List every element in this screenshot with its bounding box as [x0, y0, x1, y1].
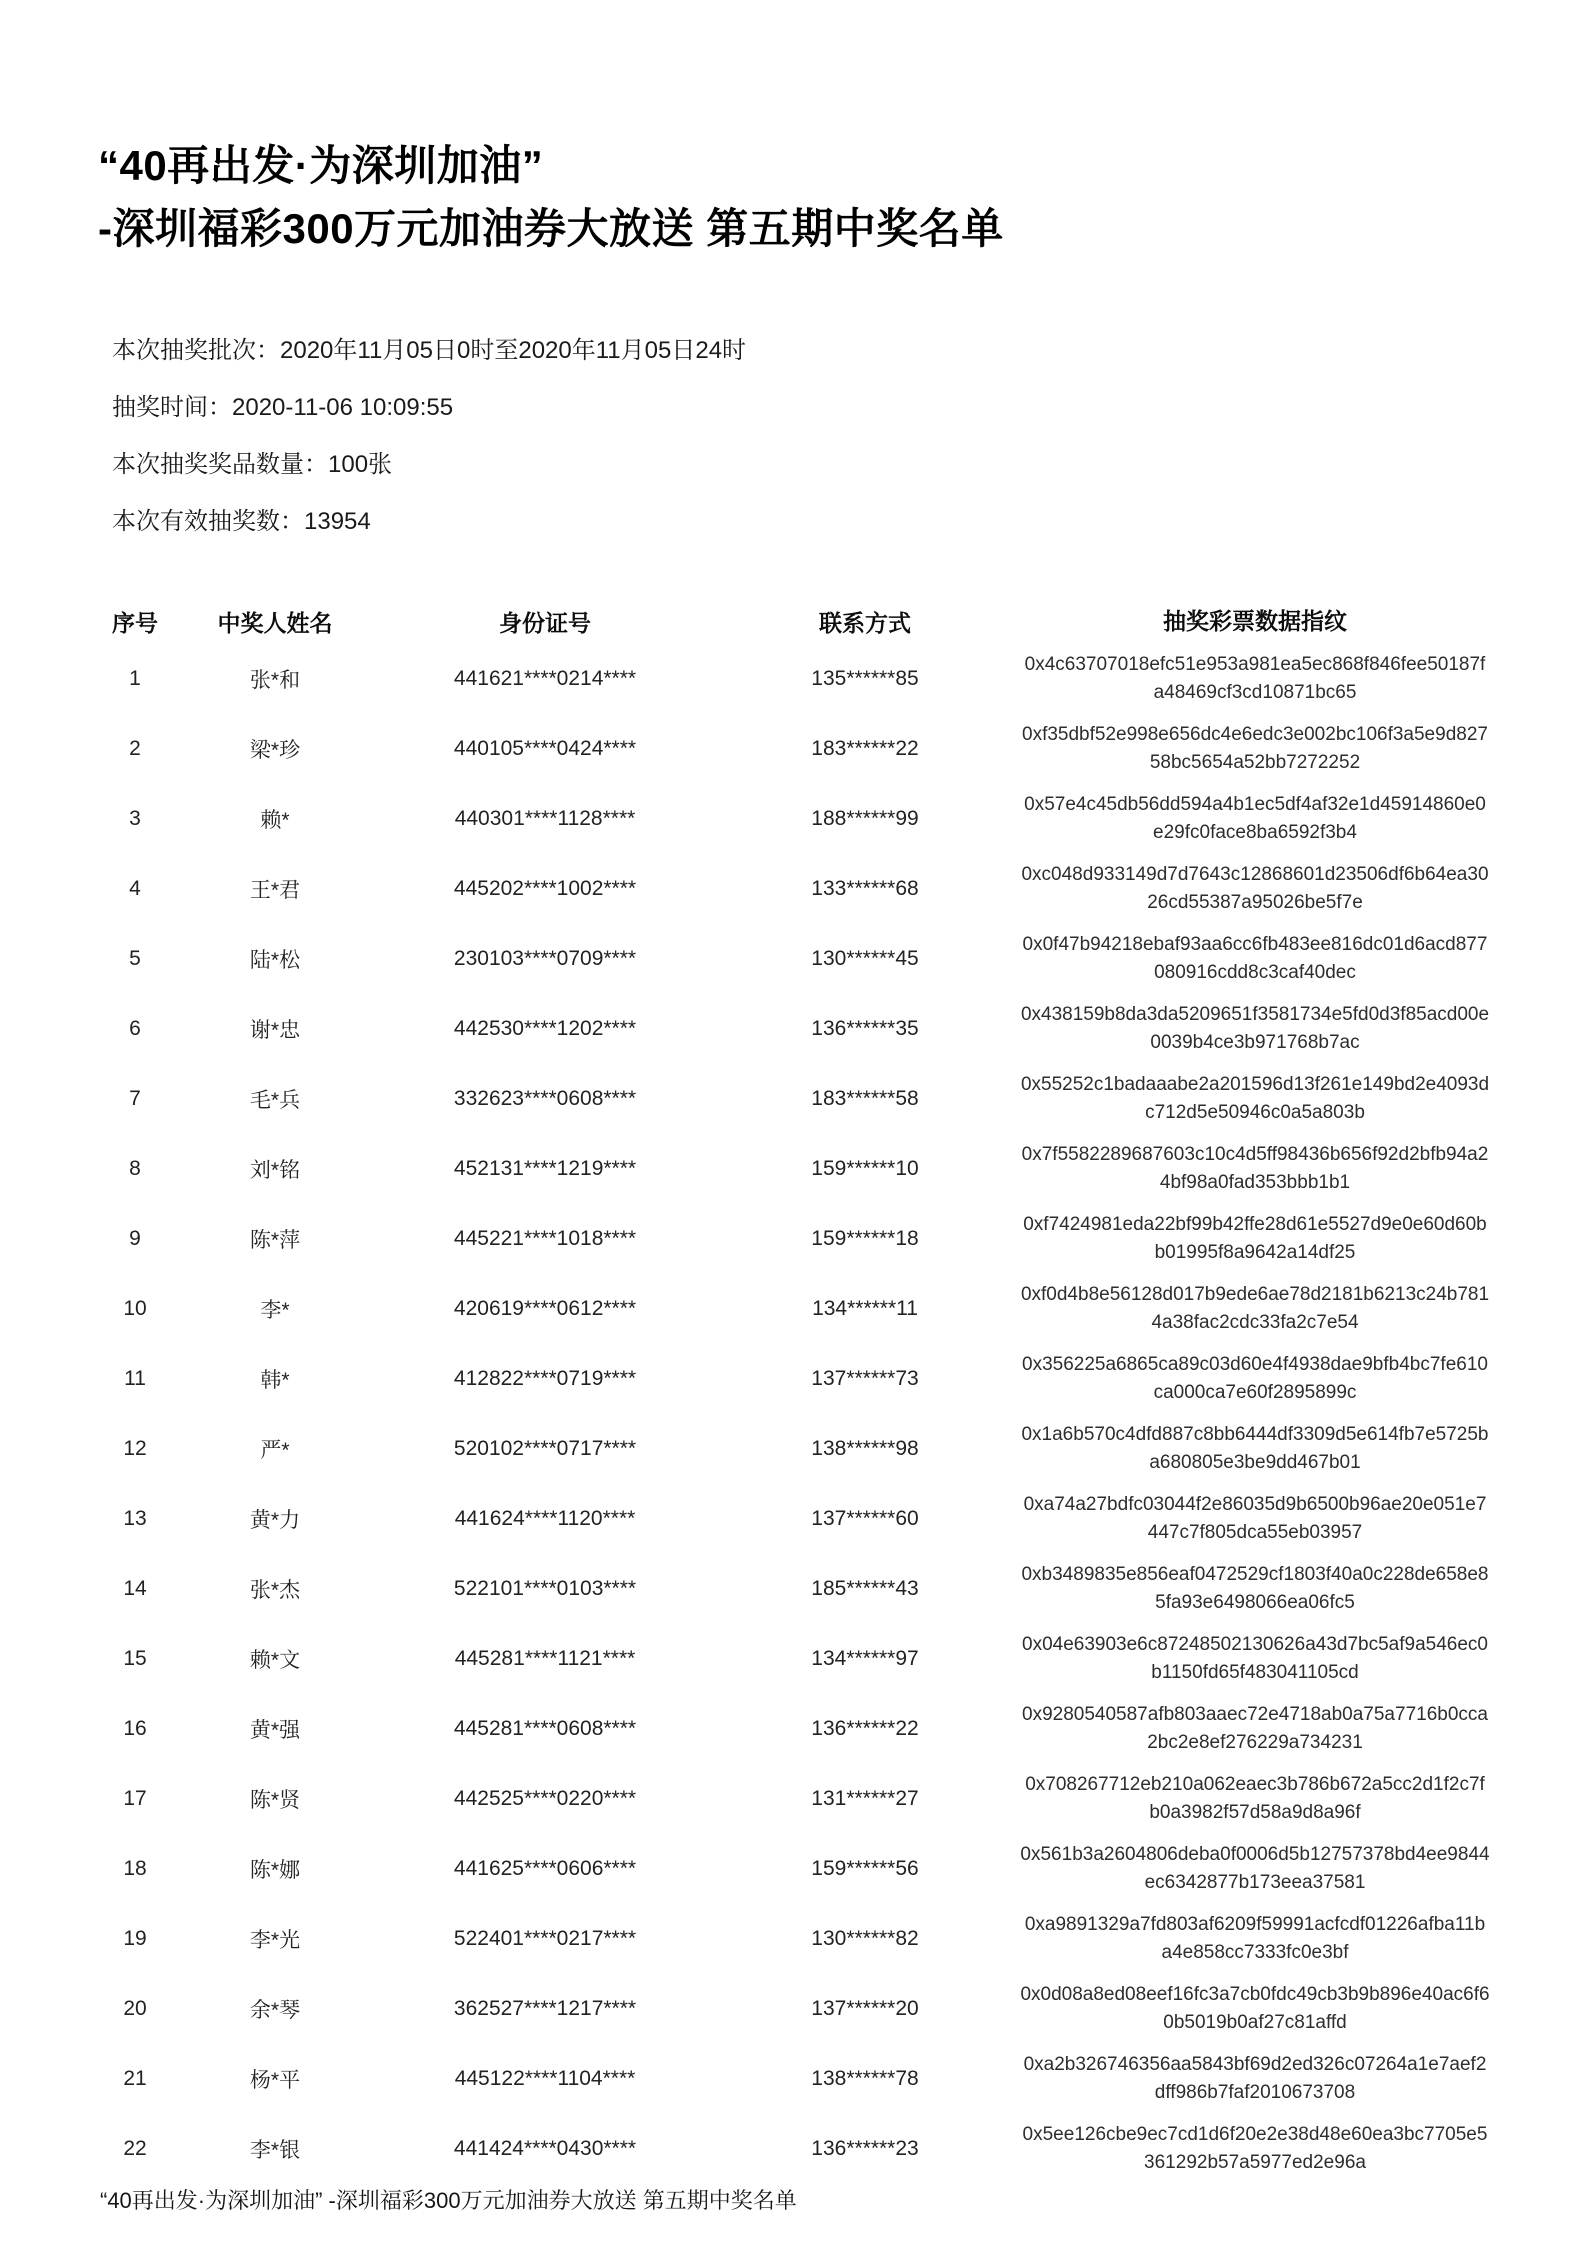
winners-table	[100, 598, 1586, 2184]
table-row	[100, 1834, 1586, 1904]
cell-row-index: 1	[129, 667, 141, 690]
cell-id-number: 445202****1002****	[453, 877, 637, 900]
cell-row-index: 11	[124, 1367, 146, 1390]
cell-phone: 137******20	[811, 1997, 919, 2020]
cell-winner-name: 黄*力	[249, 1509, 301, 1532]
cell-ticket-fingerprint: 0x9280540587afb803aaec72e4718ab0a75a7716b0cca2bc2e8ef276229a734231	[1022, 1704, 1488, 1753]
cell-winner-name: 张*和	[249, 669, 301, 692]
cell-row-index: 21	[123, 2067, 147, 2090]
cell-row-index: 5	[129, 947, 141, 970]
cell-phone: 138******98	[811, 1437, 919, 1460]
cell-id-number: 332623****0608****	[453, 1087, 637, 1110]
cell-phone: 136******22	[811, 1717, 919, 1740]
cell-ticket-fingerprint: 0x0f47b94218ebaf93aa6cc6fb483ee816dc01d6acd877080916cdd8c3caf40dec	[1022, 934, 1488, 983]
cell-winner-name: 陈*娜	[249, 1859, 301, 1882]
cell-id-number: 520102****0717****	[453, 1437, 637, 1460]
table-row	[100, 1274, 1586, 1344]
cell-id-number: 412822****0719****	[453, 1367, 637, 1390]
cell-row-index: 12	[123, 1437, 147, 1460]
cell-phone: 133******68	[811, 877, 919, 900]
cell-row-index: 2	[129, 737, 141, 760]
cell-phone: 134******11	[812, 1297, 918, 1320]
table-row	[100, 1204, 1586, 1274]
cell-winner-name: 谢*忠	[249, 1019, 301, 1042]
cell-row-index: 6	[129, 1017, 141, 1040]
cell-id-number: 441625****0606****	[453, 1857, 637, 1880]
cell-ticket-fingerprint: 0x57e4c45db56dd594a4b1ec5df4af32e1d45914860e0e29fc0face8ba6592f3b4	[1024, 794, 1486, 843]
title-line-1: “40再出发·为深圳加油”	[98, 142, 544, 189]
cell-winner-name: 毛*兵	[249, 1089, 301, 1112]
cell-row-index: 4	[129, 877, 141, 900]
table-row	[100, 994, 1586, 1064]
cell-phone: 136******35	[811, 1017, 919, 1040]
cell-winner-name: 陆*松	[249, 949, 301, 972]
table-row	[100, 1764, 1586, 1834]
cell-phone: 131******27	[811, 1787, 919, 1810]
cell-id-number: 442530****1202****	[453, 1017, 637, 1040]
col-header-id-number: 身份证号	[499, 609, 591, 636]
cell-phone: 137******60	[811, 1507, 919, 1530]
info-line-prize-count: 本次抽奖奖品数量：100张	[112, 451, 393, 478]
cell-winner-name: 刘*铭	[249, 1159, 301, 1182]
cell-phone: 185******43	[811, 1577, 919, 1600]
cell-ticket-fingerprint: 0x708267712eb210a062eaec3b786b672a5cc2d1f2c7fb0a3982f57d58a9d8a96f	[1025, 1774, 1485, 1823]
table-row	[100, 1974, 1586, 2044]
table-row	[100, 854, 1586, 924]
info-line-valid-count: 本次有效抽奖数：13954	[112, 508, 371, 535]
table-row	[100, 1064, 1586, 1134]
cell-winner-name: 赖*	[260, 809, 290, 832]
cell-ticket-fingerprint: 0xa74a27bdfc03044f2e86035d9b6500b96ae20e051e7447c7f805dca55eb03957	[1023, 1494, 1487, 1543]
table-row	[100, 2114, 1586, 2184]
table-row	[100, 1484, 1586, 1554]
cell-ticket-fingerprint: 0x561b3a2604806deba0f0006d5b12757378bd4ee9844ec6342877b173eea37581	[1020, 1844, 1490, 1893]
cell-ticket-fingerprint: 0x356225a6865ca89c03d60e4f4938dae9bfb4bc7fe610ca000ca7e60f2895899c	[1022, 1354, 1488, 1403]
cell-phone: 159******10	[811, 1157, 919, 1180]
cell-winner-name: 黄*强	[249, 1719, 301, 1742]
cell-row-index: 17	[123, 1787, 147, 1810]
cell-id-number: 440301****1128****	[454, 807, 636, 830]
cell-winner-name: 严*	[260, 1439, 290, 1462]
cell-phone: 135******85	[811, 667, 919, 690]
cell-phone: 130******45	[811, 947, 919, 970]
cell-id-number: 522101****0103****	[453, 1577, 637, 1600]
cell-ticket-fingerprint: 0x4c63707018efc51e953a981ea5ec868f846fee50187fa48469cf3cd10871bc65	[1024, 654, 1486, 703]
cell-ticket-fingerprint: 0x55252c1badaaabe2a201596d13f261e149bd2e4093dc712d5e50946c0a5a803b	[1020, 1074, 1490, 1123]
col-header-winner-name: 中奖人姓名	[217, 609, 333, 636]
cell-phone: 183******58	[811, 1087, 919, 1110]
cell-row-index: 20	[123, 1997, 147, 2020]
cell-ticket-fingerprint: 0xb3489835e856eaf0472529cf1803f40a0c228de658e85fa93e6498066ea06fc5	[1021, 1564, 1489, 1613]
cell-id-number: 441424****0430****	[453, 2137, 637, 2160]
col-header-fingerprint: 抽奖彩票数据指纹	[1163, 608, 1347, 634]
cell-id-number: 362527****1217****	[453, 1997, 637, 2020]
table-row	[100, 924, 1586, 994]
table-row	[100, 1694, 1586, 1764]
cell-ticket-fingerprint: 0x7f5582289687603c10c4d5ff98436b656f92d2bfb94a24bf98a0fad353bbb1b1	[1021, 1144, 1489, 1193]
cell-row-index: 9	[129, 1227, 141, 1250]
cell-ticket-fingerprint: 0xc048d933149d7d7643c12868601d23506df6b64ea3026cd55387a95026be5f7e	[1021, 864, 1489, 913]
cell-phone: 136******23	[811, 2137, 919, 2160]
cell-winner-name: 陈*贤	[249, 1789, 301, 1812]
col-header-index: 序号	[112, 609, 158, 636]
cell-phone: 137******73	[811, 1367, 919, 1390]
cell-winner-name: 张*杰	[249, 1579, 301, 1602]
cell-id-number: 445221****1018****	[453, 1227, 637, 1250]
cell-winner-name: 李*光	[249, 1929, 301, 1952]
cell-ticket-fingerprint: 0xf35dbf52e998e656dc4e6edc3e002bc106f3a5e9d82758bc5654a52bb7272252	[1022, 724, 1488, 773]
cell-row-index: 10	[123, 1297, 147, 1320]
cell-id-number: 441624****1120****	[454, 1507, 636, 1530]
cell-id-number: 441621****0214****	[453, 667, 637, 690]
table-row	[100, 1624, 1586, 1694]
table-row	[100, 1904, 1586, 1974]
cell-row-index: 16	[123, 1717, 147, 1740]
winners-table-body	[100, 644, 1586, 2184]
table-row	[100, 784, 1586, 854]
cell-phone: 159******18	[811, 1227, 919, 1250]
cell-phone: 134******97	[811, 1647, 919, 1670]
table-row	[100, 644, 1586, 714]
cell-row-index: 19	[123, 1927, 147, 1950]
info-line-draw-time: 抽奖时间：2020-11-06 10:09:55	[112, 394, 454, 421]
cell-ticket-fingerprint: 0xa9891329a7fd803af6209f59991acfcdf01226afba11ba4e858cc7333fc0e3bf	[1024, 1914, 1486, 1963]
cell-winner-name: 李*银	[249, 2139, 301, 2162]
cell-winner-name: 余*琴	[249, 1999, 301, 2022]
cell-row-index: 18	[123, 1857, 147, 1880]
cell-row-index: 8	[129, 1157, 141, 1180]
table-row	[100, 1554, 1586, 1624]
table-row	[100, 1344, 1586, 1414]
cell-row-index: 14	[123, 1577, 147, 1600]
cell-row-index: 3	[129, 807, 141, 830]
page-title	[0, 0, 1586, 260]
page-footer: “40再出发·为深圳加油” -深圳福彩300万元加油券大放送 第五期中奖名单	[100, 2188, 797, 2213]
cell-id-number: 445281****0608****	[453, 1717, 637, 1740]
cell-ticket-fingerprint: 0xa2b326746356aa5843bf69d2ed326c07264a1e7aef2dff986b7faf2010673708	[1023, 2054, 1487, 2103]
table-row	[100, 2044, 1586, 2114]
cell-phone: 183******22	[811, 737, 919, 760]
cell-ticket-fingerprint: 0x5ee126cbe9ec7cd1d6f20e2e38d48e60ea3bc7705e5361292b57a5977ed2e96a	[1022, 2124, 1488, 2173]
cell-ticket-fingerprint: 0x0d08a8ed08eef16fc3a7cb0fdc49cb3b9b896e40ac6f60b5019b0af27c81affd	[1020, 1984, 1490, 2033]
cell-id-number: 440105****0424****	[453, 737, 637, 760]
title-line-2: -深圳福彩300万元加油券大放送 第五期中奖名单	[98, 205, 1004, 252]
table-row	[100, 1134, 1586, 1204]
cell-winner-name: 陈*萍	[249, 1229, 301, 1252]
cell-id-number: 522401****0217****	[453, 1927, 637, 1950]
table-row	[100, 1414, 1586, 1484]
cell-winner-name: 梁*珍	[249, 739, 301, 762]
cell-ticket-fingerprint: 0x1a6b570c4dfd887c8bb6444df3309d5e614fb7e5725ba680805e3be9dd467b01	[1021, 1424, 1489, 1473]
table-header-row	[100, 598, 1586, 644]
cell-ticket-fingerprint: 0xf0d4b8e56128d017b9ede6ae78d2181b6213c24b7814a38fac2cdc33fa2c7e54	[1020, 1284, 1490, 1333]
cell-id-number: 442525****0220****	[453, 1787, 637, 1810]
cell-row-index: 7	[129, 1087, 141, 1110]
cell-id-number: 452131****1219****	[453, 1157, 637, 1180]
draw-info	[0, 322, 1586, 550]
cell-winner-name: 赖*文	[249, 1649, 301, 1672]
cell-winner-name: 李*	[260, 1299, 290, 1322]
cell-ticket-fingerprint: 0x438159b8da3da5209651f3581734e5fd0d3f85acd00e0039b4ce3b971768b7ac	[1020, 1004, 1490, 1053]
cell-ticket-fingerprint: 0xf7424981eda22bf99b42ffe28d61e5527d9e0e60d60bb01995f8a9642a14df25	[1023, 1214, 1487, 1263]
cell-id-number: 420619****0612****	[453, 1297, 637, 1320]
cell-winner-name: 杨*平	[249, 2069, 301, 2092]
cell-winner-name: 韩*	[260, 1369, 290, 1392]
table-row	[100, 714, 1586, 784]
cell-phone: 188******99	[811, 807, 919, 830]
cell-phone: 130******82	[811, 1927, 919, 1950]
info-line-batch: 本次抽奖批次：2020年11月05日0时至2020年11月05日24时	[112, 337, 747, 364]
cell-row-index: 13	[123, 1507, 147, 1530]
cell-id-number: 445122****1104****	[454, 2067, 636, 2090]
cell-id-number: 445281****1121****	[454, 1647, 636, 1670]
cell-phone: 159******56	[811, 1857, 919, 1880]
cell-row-index: 15	[123, 1647, 147, 1670]
cell-id-number: 230103****0709****	[453, 947, 637, 970]
col-header-phone: 联系方式	[819, 609, 911, 636]
cell-winner-name: 王*君	[249, 879, 301, 902]
cell-row-index: 22	[123, 2137, 147, 2160]
cell-ticket-fingerprint: 0x04e63903e6c87248502130626a43d7bc5af9a546ec0b1150fd65f483041105cd	[1022, 1634, 1488, 1683]
cell-phone: 138******78	[811, 2067, 919, 2090]
